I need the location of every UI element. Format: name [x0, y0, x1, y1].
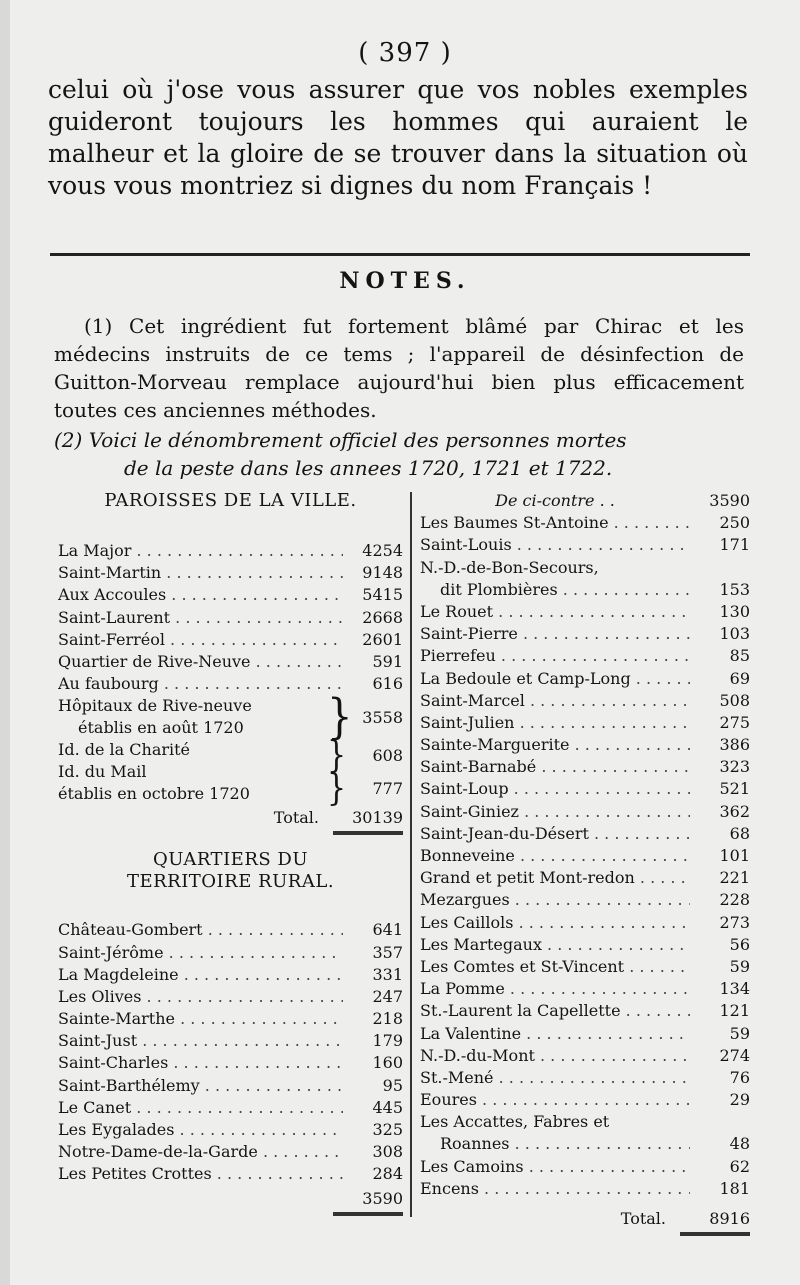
place-name: La Valentine . . . [420, 1023, 690, 1045]
death-count: 68 [729, 823, 750, 843]
death-count: 331 [372, 964, 403, 984]
death-count: 153 [719, 579, 750, 599]
table-row [58, 607, 403, 629]
death-count: 130 [719, 601, 750, 621]
city-total [58, 805, 403, 833]
place-name: Roannes . . . [420, 1133, 690, 1155]
rural-subtotal [58, 1186, 403, 1214]
table-row [420, 734, 750, 756]
table-row [420, 845, 750, 867]
place-name: Saint-Louis . . . [420, 534, 690, 556]
grand-total-label: Total. [620, 1209, 666, 1228]
place-name: La Magdeleine . . . [58, 964, 343, 986]
death-count: 69 [729, 668, 750, 688]
death-count: 218 [372, 1009, 403, 1029]
death-count: 134 [719, 979, 750, 999]
place-name: Eoures . . . [420, 1089, 690, 1111]
table-row [420, 690, 750, 712]
note-2-line-1: (2) Voici le dénombrement officiel des personnes mortes [54, 428, 627, 452]
place-name: Saint-Jérôme . . . [58, 942, 343, 964]
brace-icon: } [327, 689, 353, 745]
death-count: 325 [372, 1120, 403, 1139]
brace-icon: } [327, 734, 347, 777]
place-name: Saint-Barthélemy . . . [58, 1075, 343, 1097]
place-name: dit Plombières . . . [420, 579, 690, 601]
brace-icon: } [327, 767, 347, 810]
place-name: Saint-Pierre . . . [420, 623, 690, 645]
place-name: Grand et petit Mont-redon . . . [420, 867, 690, 889]
table-row [58, 1119, 403, 1141]
place-name: Bonneveine . . . [420, 845, 690, 867]
table-row [420, 823, 750, 845]
death-count: 445 [372, 1097, 403, 1117]
hospitals-charite [58, 734, 403, 810]
carried-forward-value: 3590 [709, 491, 750, 510]
table-row [420, 1067, 750, 1089]
page-number: ( 397 ) [358, 38, 452, 68]
death-count: 508 [719, 690, 750, 710]
death-count: 76 [729, 1067, 750, 1087]
death-count: 274 [719, 1045, 750, 1065]
rural-list [58, 919, 403, 1185]
place-name: Encens . . . [420, 1178, 690, 1200]
place-name: Pierrefeu . . . [420, 645, 690, 667]
body-paragraph [48, 74, 748, 202]
place-name: Sainte-Marthe . . . [58, 1008, 343, 1030]
death-count: 247 [372, 986, 403, 1006]
place-name: Le Rouet . . . [420, 601, 690, 623]
table-row [420, 1045, 750, 1067]
table-row [58, 1008, 403, 1030]
place-name: St.-Mené . . . [420, 1067, 690, 1089]
table-row [420, 801, 750, 823]
place-name: Les Martegaux . . . [420, 934, 690, 956]
charite-line-3: établis en octobre 1720 [58, 784, 250, 804]
table-row [420, 512, 750, 534]
table-row [420, 579, 750, 601]
place-name: N.-D.-du-Mont . . . [420, 1045, 690, 1067]
death-count: 386 [719, 735, 750, 755]
place-name: Aux Accoules . . . [58, 584, 343, 606]
grand-total-value: 8916 [680, 1206, 750, 1236]
place-name: Saint-Martin . . . [58, 562, 343, 584]
section-rule [50, 253, 750, 256]
place-name: Les Caillols . . . [420, 912, 690, 934]
charite-line-2: Id. du Mail [58, 762, 147, 782]
death-count: 101 [719, 846, 750, 865]
table-row [420, 1156, 750, 1178]
table-row [420, 934, 750, 956]
death-count: 521 [719, 779, 750, 799]
table-row [58, 584, 403, 606]
death-count: 171 [719, 535, 750, 555]
death-count: 228 [719, 890, 750, 910]
table-row [58, 540, 403, 562]
place-name: Quartier de Rive-Neuve . . . [58, 651, 343, 673]
parish-list [58, 540, 403, 695]
table-row [420, 1089, 750, 1111]
death-count: 29 [729, 1090, 750, 1110]
body-paragraph-text: celui où j'ose vous assurer que vos nobles exemples guideront toujours les hommes qui auraient le malheur et la gloire de se trouver dans la situation où vous vous montriez si dignes du nom Français ! [48, 75, 748, 200]
table-row [58, 629, 403, 651]
table-row [58, 1097, 403, 1119]
hospitals-line-2: établis en août 1720 [78, 718, 244, 738]
table-row [58, 919, 403, 941]
hospitals-rive-neuve [58, 689, 403, 745]
death-count: 641 [372, 920, 403, 940]
death-count: 59 [729, 956, 750, 976]
left-column [58, 490, 403, 1214]
charite-value: 608 [372, 746, 403, 766]
table-row [420, 778, 750, 800]
note-2 [54, 426, 744, 482]
table-row [58, 986, 403, 1008]
table-row [58, 1052, 403, 1074]
place-name: Sainte-Marguerite . . . [420, 734, 690, 756]
mail-value: 777 [372, 779, 403, 799]
charite-line-1: Id. de la Charité [58, 740, 191, 760]
death-count: 591 [372, 651, 403, 671]
death-count: 85 [729, 646, 750, 666]
death-count: 181 [719, 1178, 750, 1198]
place-name: Saint-Just . . . [58, 1030, 343, 1052]
death-count: 95 [382, 1075, 403, 1095]
place-name: Les Camoins . . . [420, 1156, 690, 1178]
death-count: 59 [729, 1023, 750, 1043]
table-row [58, 562, 403, 584]
place-name: Les Baumes St-Antoine . . . [420, 512, 690, 534]
table-row [58, 651, 403, 673]
book-page [10, 0, 800, 1285]
place-name: La Pomme . . . [420, 978, 690, 1000]
grand-total [420, 1206, 750, 1234]
place-name: La Major . . . [58, 540, 343, 562]
table-row [420, 1111, 750, 1133]
place-name: Saint-Jean-du-Désert . . . [420, 823, 690, 845]
total-value: 30139 [333, 805, 403, 835]
place-name: Les Accattes, Fabres et [420, 1112, 610, 1132]
death-count: 179 [372, 1031, 403, 1051]
death-count: 323 [719, 757, 750, 777]
place-name: Saint-Julien . . . [420, 712, 690, 734]
place-name: La Bedoule et Camp-Long . . . [420, 668, 690, 690]
hospitals-line-1: Hôpitaux de Rive-neuve [58, 696, 252, 716]
death-count: 2668 [362, 607, 403, 627]
carried-forward-row: De ci-contre . . 3590 [495, 491, 750, 510]
place-name: Saint-Laurent . . . [58, 607, 343, 629]
column-divider [410, 492, 412, 1217]
death-count: 4254 [362, 541, 403, 560]
place-name: N.-D.-de-Bon-Secours, [420, 557, 599, 577]
table-row [58, 964, 403, 986]
death-count: 221 [719, 868, 750, 888]
table-row [420, 912, 750, 934]
table-row [420, 956, 750, 978]
death-count: 2601 [362, 629, 403, 649]
table-row [420, 1178, 750, 1200]
right-column [420, 490, 750, 1234]
death-count: 48 [729, 1134, 750, 1154]
subtotal-value: 3590 [333, 1186, 403, 1216]
place-name: Le Canet . . . [58, 1097, 343, 1119]
rural-heading: QUARTIERS DU TERRITOIRE RURAL. [126, 849, 335, 893]
death-count: 160 [372, 1053, 403, 1073]
table-row [420, 668, 750, 690]
table-row [420, 1133, 750, 1155]
place-name: Saint-Marcel . . . [420, 690, 690, 712]
place-name: Saint-Charles . . . [58, 1052, 343, 1074]
place-name: Saint-Loup . . . [420, 778, 690, 800]
place-name: Mezargues . . . [420, 889, 690, 911]
death-count: 308 [372, 1142, 403, 1162]
place-name: Les Comtes et St-Vincent . . . [420, 956, 690, 978]
table-row [420, 601, 750, 623]
death-count: 273 [719, 912, 750, 932]
right-list [420, 512, 750, 1200]
place-name: Saint-Barnabé . . . [420, 756, 690, 778]
death-count: 62 [729, 1156, 750, 1176]
place-name: Saint-Ferréol . . . [58, 629, 343, 651]
table-row [420, 645, 750, 667]
place-name: Les Petites Crottes . . . [58, 1163, 343, 1185]
table-row [420, 623, 750, 645]
table-row [420, 534, 750, 556]
table-row [58, 942, 403, 964]
place-name: Saint-Giniez . . . [420, 801, 690, 823]
table-row [58, 1141, 403, 1163]
table-row [420, 1000, 750, 1022]
place-name: Château-Gombert . . . [58, 919, 343, 941]
table-row [58, 1163, 403, 1185]
death-count: 284 [372, 1164, 403, 1184]
death-count: 9148 [362, 563, 403, 583]
death-count: 616 [372, 674, 403, 694]
table-row [420, 756, 750, 778]
death-count: 275 [719, 712, 750, 732]
table-row [420, 978, 750, 1000]
place-name: Les Eygalades . . . [58, 1119, 343, 1141]
hospitals-value: 3558 [362, 707, 403, 727]
total-label: Total. [273, 808, 319, 828]
table-row [420, 1023, 750, 1045]
note-1: (1) Cet ingrédient fut fortement blâmé par Chirac et les médecins instruits de ce tems ; l'appareil de désinfection de Guitton-Morveau remplace aujourd'hui bien plus efficacement toutes ces anciennes méthodes. [54, 314, 744, 422]
table-row [58, 1075, 403, 1097]
death-count: 103 [719, 624, 750, 644]
death-count: 121 [719, 1001, 750, 1021]
place-name: St.-Laurent la Capellette . . . [420, 1000, 690, 1022]
place-name: Les Olives . . . [58, 986, 343, 1008]
death-count: 5415 [362, 585, 403, 605]
place-name: Notre-Dame-de-la-Garde . . . [58, 1141, 343, 1163]
carried-forward-label: De ci-contre [495, 491, 595, 510]
place-name: Au faubourg . . . [58, 673, 343, 695]
death-count: 357 [372, 942, 403, 962]
table-row [420, 889, 750, 911]
table-row [420, 712, 750, 734]
death-count: 250 [719, 513, 750, 533]
table-row [420, 557, 750, 579]
table-row [420, 867, 750, 889]
table-row [58, 1030, 403, 1052]
city-parishes-heading: PAROISSES DE LA VILLE. [104, 490, 357, 511]
death-count: 362 [719, 801, 750, 821]
death-count: 56 [729, 934, 750, 954]
note-2-line-2: de la peste dans les annees 1720, 1721 et 1722. [124, 456, 613, 480]
notes-title: NOTES. [339, 268, 471, 294]
